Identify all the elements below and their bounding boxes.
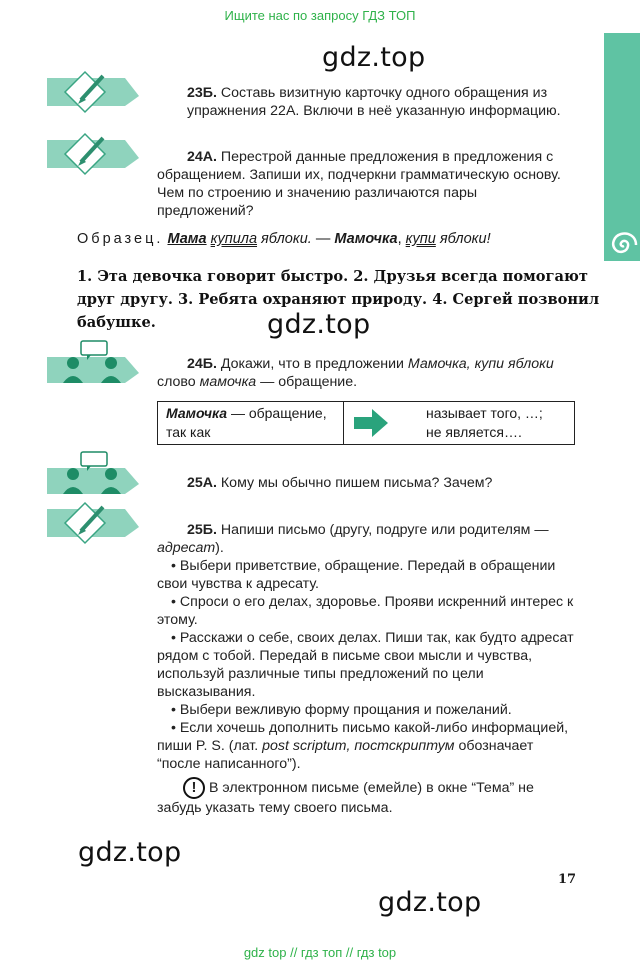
answer-table bbox=[157, 401, 575, 445]
table-cell-left: Мамочка — обращение, так как bbox=[158, 402, 344, 444]
list-item: • Расскажи о себе, своих делах. Пиши так, как будто адресат рядом с тобой. Передай в письме свои мысли и чувства, используй различные типы предложений по цели высказывания. bbox=[157, 630, 574, 700]
list-item: • Если хочешь дополнить письмо какой-либо информацией, пиши P. S. (лат. post scriptum, постскриптум обозначает “после написанного”). bbox=[157, 720, 569, 772]
watermark: gdz.top bbox=[378, 887, 482, 918]
watermark: gdz.top bbox=[267, 309, 371, 340]
list-item: • Спроси о его делах, здоровье. Прояви искренний интерес к этому. bbox=[157, 594, 574, 628]
note: ! В электронном письме (емейле) в окне “Тема” не забудь указать тему своего письма. bbox=[157, 779, 534, 816]
list-item: • Выбери вежливую форму прощания и пожеланий. bbox=[171, 702, 512, 718]
sample-line: Образец. Мама купила яблоки. — Мамочка, купи яблоки! bbox=[77, 231, 491, 247]
people-talk-icon bbox=[47, 339, 143, 387]
task-25b bbox=[157, 521, 577, 817]
task-24b: 24Б. Докажи, что в предложении Мамочка, купи яблоки слово мамочка — обращение. bbox=[157, 356, 554, 390]
spiral-icon bbox=[606, 228, 640, 262]
task-25b-intro: 25Б. Напиши письмо (другу, подруге или родителям — адресат). bbox=[157, 522, 549, 556]
watermark: gdz.top bbox=[322, 42, 426, 73]
footer-links[interactable]: gdz top // гдз топ // гдз top bbox=[243, 945, 397, 960]
side-tab bbox=[604, 33, 640, 261]
exercise-sentences: 1. Эта девочка говорит быстро. 2. Друзья всегда помогают друг другу. 3. Ребята охраняют природу. 4. Сергей позвонил бабушке. bbox=[77, 268, 600, 331]
table-cell-right: называет того, …; не является…. bbox=[426, 405, 543, 440]
watermark: gdz.top bbox=[78, 837, 182, 868]
top-banner: Ищите нас по запросу ГДЗ ТОП bbox=[224, 8, 416, 23]
task-25a: 25А. Кому мы обычно пишем письма? Зачем? bbox=[187, 475, 493, 491]
pencil-note-icon bbox=[47, 497, 143, 545]
list-item: • Выбери приветствие, обращение. Передай в обращении свои чувства к адресату. bbox=[157, 558, 556, 592]
pencil-note-icon bbox=[47, 66, 143, 114]
people-talk-icon bbox=[47, 450, 143, 498]
pencil-note-icon bbox=[47, 128, 143, 176]
task-23b: 23Б. Составь визитную карточку одного обращения из упражнения 22А. Включи в неё указанную информацию. bbox=[187, 85, 561, 119]
task-24a: 24А. Перестрой данные предложения в предложения с обращением. Запиши их, подчеркни грамматическую основу. Чем по строению и значению различаются пары предложений? bbox=[157, 149, 561, 219]
arrow-right-icon bbox=[354, 409, 388, 437]
page-number: 17 bbox=[558, 872, 577, 887]
exclamation-icon: ! bbox=[183, 777, 205, 799]
